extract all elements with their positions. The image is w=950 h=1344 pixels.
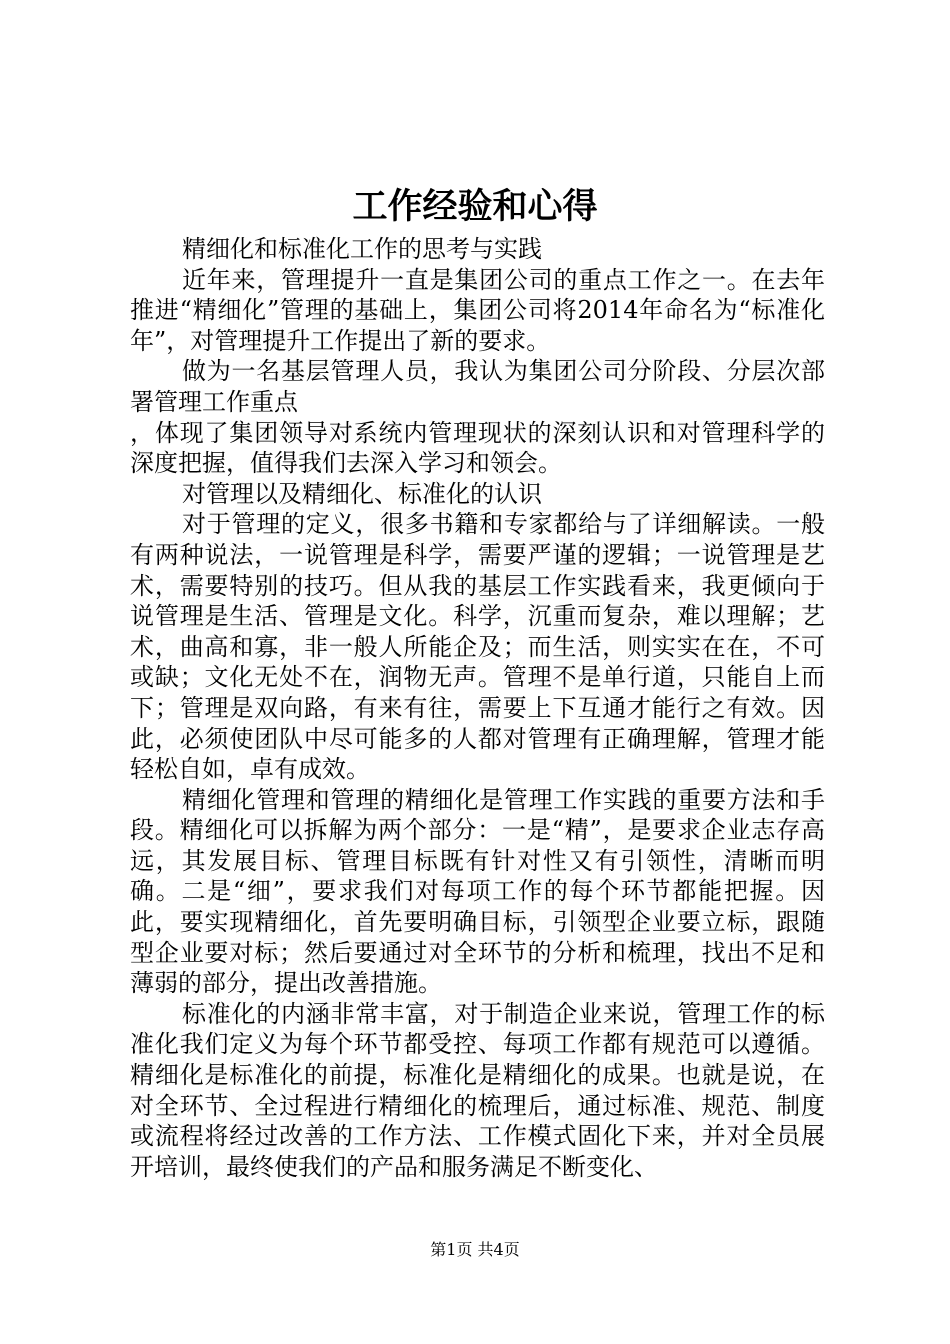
body-paragraph: 对于管理的定义，很多书籍和专家都给与了详细解读。一般有两种说法，一说管理是科学，需要严谨的逻辑；一说管理是艺术，需要特别的技巧。但从我的基层工作实践看来，我更倾向于说管理是生活、管理是文化。科学，沉重而复杂，难以理解；艺术，曲高和寡，非一般人所能企及；而生活，则实实在在，不可或缺；文化无处不在，润物无声。管理不是单行道，只能自上而下；管理是双向路，有来有往，需要上下互通才能行之有效。因此，必须使团队中尽可能多的人都对管理有正确理解，管理才能轻松自如，卓有成效。 [130,510,825,784]
document-body [130,234,825,1182]
body-paragraph: 标准化的内涵非常丰富，对于制造企业来说，管理工作的标准化我们定义为每个环节都受控、每项工作都有规范可以遵循。精细化是标准化的前提，标准化是精细化的成果。也就是说，在对全环节、全过程进行精细化的梳理后，通过标准、规范、制度或流程将经过改善的工作方法、工作模式固化下来，并对全员展开培训，最终使我们的产品和服务满足不断变化、 [130,999,825,1181]
section-heading: 对管理以及精细化、标准化的认识 [182,479,542,508]
section-heading: 精细化和标准化工作的思考与实践 [182,235,542,263]
body-paragraph: 近年来，管理提升一直是集团公司的重点工作之一。在去年推进“精细化”管理的基础上，集团公司将2014年命名为“标准化年”，对管理提升工作提出了新的要求。 [130,265,825,355]
body-paragraph: ，体现了集团领导对系统内管理现状的深刻认识和对管理科学的深度把握，值得我们去深入学习和领会。 [130,418,825,478]
body-paragraph: 做为一名基层管理人员，我认为集团公司分阶段、分层次部署管理工作重点 [130,357,825,416]
page-number-footer: 第1页 共4页 [430,1240,520,1259]
body-paragraph: 精细化管理和管理的精细化是管理工作实践的重要方法和手段。精细化可以拆解为两个部分：一是“精”，是要求企业志存高远，其发展目标、管理目标既有针对性又有引领性，清晰而明确。二是“细”，要求我们对每项工作的每个环节都能把握。因此，要实现精细化，首先要明确目标，引领型企业要立标，跟随型企业要对标；然后要通过对全环节的分析和梳理，找出不足和薄弱的部分，提出改善措施。 [130,785,825,998]
document-title: 工作经验和心得 [352,186,598,227]
